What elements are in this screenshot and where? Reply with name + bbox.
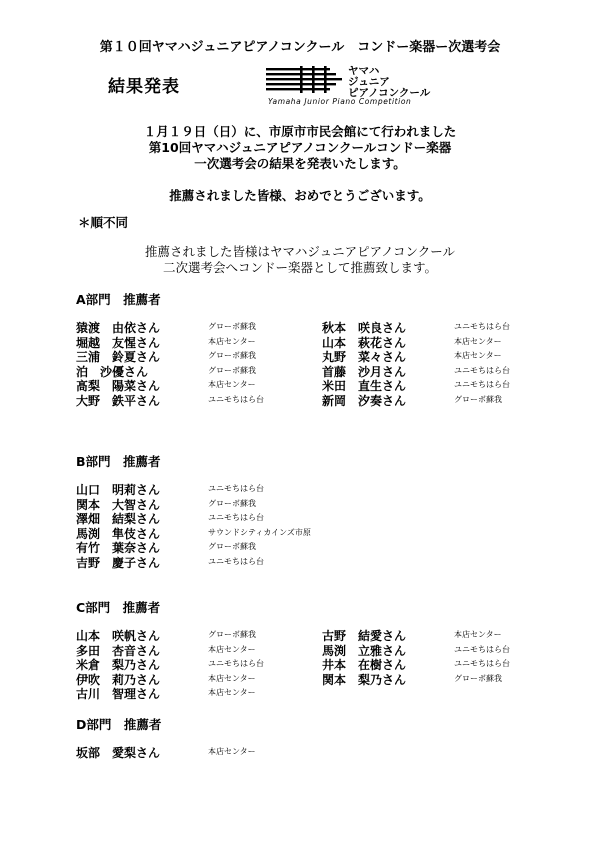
nominee-branch: ユニモちはら台	[208, 659, 264, 669]
nominee-row	[322, 319, 542, 334]
nominee-branch: 本店センター	[208, 673, 256, 683]
nominee-row	[322, 656, 542, 671]
nominee-name: 米田 直生さん	[322, 379, 407, 394]
nominee-branch: ユニモちはら台	[454, 322, 510, 331]
nominee-row	[76, 525, 311, 541]
section-title: C部門 推薦者	[76, 600, 161, 615]
nominee-name: 米倉 梨乃さん	[76, 658, 161, 673]
nominee-branch: ユニモちはら台	[454, 380, 510, 390]
nominee-name: 有竹 葉奈さん	[76, 541, 161, 556]
nominee-name: 井本 在樹さん	[322, 658, 407, 673]
nominee-name: 大野 鉄平さん	[76, 394, 161, 408]
nominee-branch: 本店センター	[454, 351, 502, 361]
nominee-branch: 本店センター	[208, 747, 256, 756]
nominee-row	[76, 481, 296, 496]
nominee-row	[322, 392, 542, 407]
results-heading: 結果発表	[108, 77, 180, 97]
nominee-branch: ユニモちはら台	[454, 644, 510, 654]
nominee-name: 山口 明莉さん	[76, 483, 161, 497]
logo-stripes-icon	[266, 66, 346, 96]
nominee-name: 古野 結愛さん	[322, 629, 407, 643]
nominee-branch: グローボ蘇我	[208, 498, 256, 508]
nominee-branch: 本店センター	[454, 336, 502, 346]
nominee-row	[322, 377, 542, 392]
nominee-branch: グローボ蘇我	[208, 322, 256, 331]
nominee-name: 堀越 友惺さん	[76, 335, 161, 350]
nominee-name: 泊 沙優さん	[76, 364, 149, 379]
nominee-name: 関本 大智さん	[76, 497, 161, 512]
nominee-row	[322, 363, 542, 378]
nominee-row	[76, 363, 296, 378]
nominee-row	[76, 656, 296, 671]
nominee-name: 古川 智理さん	[76, 687, 161, 702]
nominee-name: 首藤 沙月さん	[322, 364, 407, 379]
order-note: ＊順不同	[78, 215, 129, 230]
nominee-row	[76, 744, 296, 759]
nominee-branch: ユニモちはら台	[208, 557, 264, 566]
section-title: D部門 推薦者	[76, 717, 162, 732]
nominee-branch: グローボ蘇我	[454, 673, 502, 683]
section-title: A部門 推薦者	[76, 292, 161, 307]
nominee-branch: サウンドシティカインズ市原	[208, 527, 311, 537]
nominee-row	[76, 671, 296, 686]
nominee-branch: ユニモちはら台	[208, 513, 264, 523]
nominee-name: 馬渕 立雅さん	[322, 643, 407, 658]
nominee-row	[76, 554, 296, 569]
nominee-name: 猿渡 由依さん	[76, 321, 161, 335]
nominee-branch: グローボ蘇我	[208, 630, 256, 639]
nominee-name: 山本 咲帆さん	[76, 629, 161, 643]
logo-english-text: Yamaha Junior Piano Competition	[268, 97, 412, 106]
section-title: B部門 推薦者	[76, 454, 161, 469]
nominee-row	[322, 627, 542, 642]
nominee-row	[322, 334, 542, 349]
nominee-branch: グローボ蘇我	[208, 542, 256, 552]
nominee-branch: ユニモちはら台	[208, 484, 264, 493]
nominee-row	[76, 348, 296, 363]
nominee-name: 山本 萩花さん	[322, 335, 407, 350]
nominee-row	[76, 377, 296, 392]
nominee-branch: 本店センター	[208, 380, 256, 390]
nominee-branch: グローボ蘇我	[454, 395, 502, 404]
nominee-branch: 本店センター	[208, 644, 256, 654]
nominee-name: 吉野 慶子さん	[76, 556, 161, 570]
nominee-branch: 本店センター	[454, 630, 502, 639]
nominee-row	[76, 539, 296, 554]
nominee-row	[76, 496, 296, 511]
nominee-row	[322, 671, 542, 686]
nominee-name: 髙梨 陽菜さん	[76, 379, 161, 394]
nominee-name: 多田 杏音さん	[76, 643, 161, 658]
nominee-row	[322, 348, 542, 363]
nominee-row	[76, 627, 296, 642]
nominee-branch: グローボ蘇我	[208, 365, 256, 375]
nominee-branch: 本店センター	[208, 336, 256, 346]
nominee-row	[322, 642, 542, 657]
nominee-row	[76, 392, 296, 407]
nominee-row	[76, 319, 296, 334]
nominee-name: 関本 梨乃さん	[322, 672, 407, 687]
document-title: 第１０回ヤマハジュニアピアノコンクール コンドー楽器ー次選考会	[99, 40, 501, 55]
nominee-name: 伊吹 莉乃さん	[76, 672, 161, 687]
logo-japanese-text: ヤマハ ジュニア ピアノコンクール	[348, 65, 431, 99]
nominee-branch: ユニモちはら台	[454, 659, 510, 669]
nominee-branch: グローボ蘇我	[208, 351, 256, 361]
nominee-branch: 本店センター	[208, 688, 256, 698]
nominee-name: 三浦 鈴夏さん	[76, 350, 161, 365]
nominee-branch: ユニモちはら台	[454, 365, 510, 375]
yamaha-junior-piano-logo	[266, 66, 476, 108]
nominee-row	[76, 334, 296, 349]
nominee-name: 澤畑 結梨さん	[76, 512, 161, 527]
nominee-branch: ユニモちはら台	[208, 395, 264, 404]
nominee-name: 秋本 咲良さん	[322, 321, 407, 335]
nominee-name: 坂部 愛梨さん	[76, 746, 161, 760]
intro-paragraph: １月１９日（日）に、市原市市民会館にて行われました 第10回ヤマハジュニアピアノコンクールコンドー楽器 一次選考会の結果を発表いたします。	[143, 124, 457, 171]
nominee-name: 丸野 菜々さん	[322, 350, 407, 365]
recommendation-note: 推薦されました皆様はヤマハジュニアピアノコンクール 二次選考会へコンドー楽器として推薦致します。	[144, 244, 455, 275]
congratulations-text: 推薦されました皆様、おめでとうございます。	[169, 188, 431, 203]
nominee-name: 新岡 汐奏さん	[322, 394, 407, 408]
nominee-name: 馬渕 隼伎さん	[76, 526, 161, 541]
nominee-row	[76, 510, 296, 525]
nominee-row	[76, 685, 296, 700]
nominee-row	[76, 642, 296, 657]
